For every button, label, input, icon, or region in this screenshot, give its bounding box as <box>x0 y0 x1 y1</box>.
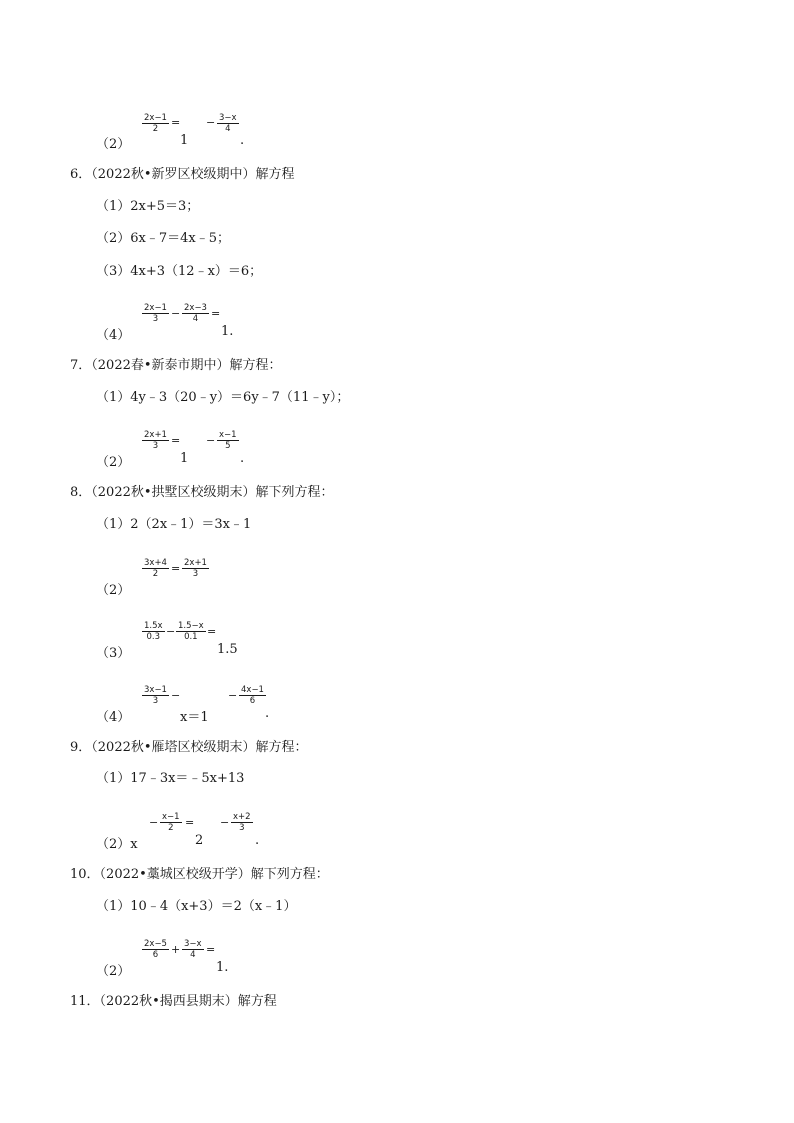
period: . <box>240 133 245 148</box>
q6-part3: （3）4x+3（12﹣x）＝6； <box>96 264 263 279</box>
minus-sign: − <box>171 689 181 702</box>
fraction: $\frac{3-x}{4}$ <box>219 113 237 134</box>
part-label: （2） <box>96 964 131 979</box>
number: 2 <box>195 833 204 848</box>
fraction: $\frac{2x-3}{4}$ <box>184 303 207 324</box>
fraction: $\frac{2x-5}{6}$ <box>144 939 167 960</box>
question-11-title: 11．（2022秋•揭西县期末）解方程 <box>70 994 277 1009</box>
fraction: $\frac{3-x}{4}$ <box>184 939 202 960</box>
fraction: $\frac{x-1}{5}$ <box>219 430 237 451</box>
part-label: （3） <box>96 646 131 661</box>
part-label: （2）x <box>96 837 138 852</box>
minus-sign: − <box>206 434 216 447</box>
plus-sign: + <box>171 943 181 956</box>
question-8-title: 8．（2022秋•拱墅区校级期末）解下列方程： <box>70 485 334 500</box>
equals-sign: = <box>185 816 195 829</box>
fraction: $\frac{2x-1}{2}$ <box>144 113 167 134</box>
period: . <box>265 706 270 721</box>
fraction: $\frac{2x-1}{3}$ <box>144 303 167 324</box>
fraction: $\frac{1.5-x}{0.1}$ <box>178 621 204 642</box>
minus-sign: − <box>149 816 159 829</box>
q6-part1: （1）2x+5＝3； <box>96 199 200 214</box>
q7-part1: （1）4y﹣3（20﹣y）＝6y﹣7（11﹣y）； <box>96 390 350 405</box>
expression: x＝1 <box>180 710 209 725</box>
part-label: （4） <box>96 710 131 725</box>
q6-part2: （2）6x﹣7＝4x﹣5； <box>96 231 231 246</box>
fraction: $\frac{3x+4}{2}$ <box>144 558 167 579</box>
equals-sign: = <box>207 625 217 638</box>
minus-sign: − <box>220 816 230 829</box>
minus-sign: − <box>228 689 238 702</box>
number: 1. <box>221 324 234 339</box>
fraction: $\frac{x+2}{3}$ <box>233 812 251 833</box>
number: 1 <box>180 451 189 466</box>
fraction: $\frac{x-1}{2}$ <box>162 812 180 833</box>
question-7-title: 7．（2022春•新泰市期中）解方程： <box>70 358 282 373</box>
q10-part1: （1）10﹣4（x+3）＝2（x﹣1） <box>96 899 297 914</box>
fraction: $\frac{4x-1}{6}$ <box>241 685 264 706</box>
part-label: （4） <box>96 328 131 343</box>
equals-sign: = <box>206 943 216 956</box>
equals-sign: = <box>171 562 181 575</box>
minus-sign: − <box>171 307 181 320</box>
fraction: $\frac{2x+1}{3}$ <box>144 430 167 451</box>
question-10-title: 10．（2022•藁城区校级开学）解下列方程： <box>70 867 329 882</box>
period: . <box>240 451 245 466</box>
fraction: $\frac{2x+1}{3}$ <box>184 558 207 579</box>
minus-sign: − <box>166 625 176 638</box>
fraction: $\frac{3x-1}{3}$ <box>144 685 167 706</box>
part-label: （2） <box>96 455 131 470</box>
part-label: （2） <box>96 583 131 598</box>
question-9-title: 9．（2022秋•雁塔区校级期末）解方程： <box>70 740 308 755</box>
part-label: （2） <box>96 137 131 152</box>
number: 1.5 <box>217 642 238 657</box>
fraction: $\frac{1.5x}{0.3}$ <box>144 621 163 642</box>
q8-part1: （1）2（2x﹣1）＝3x﹣1 <box>96 517 252 532</box>
period: . <box>255 833 260 848</box>
equals-sign: = <box>171 434 181 447</box>
equals-sign: = <box>211 307 221 320</box>
q9-part1: （1）17﹣3x＝﹣5x+13 <box>96 771 245 786</box>
question-6-title: 6．（2022秋•新罗区校级期中）解方程 <box>70 167 295 182</box>
number: 1. <box>216 960 229 975</box>
minus-sign: − <box>206 116 216 129</box>
number: 1 <box>180 133 189 148</box>
equals-sign: = <box>171 116 181 129</box>
